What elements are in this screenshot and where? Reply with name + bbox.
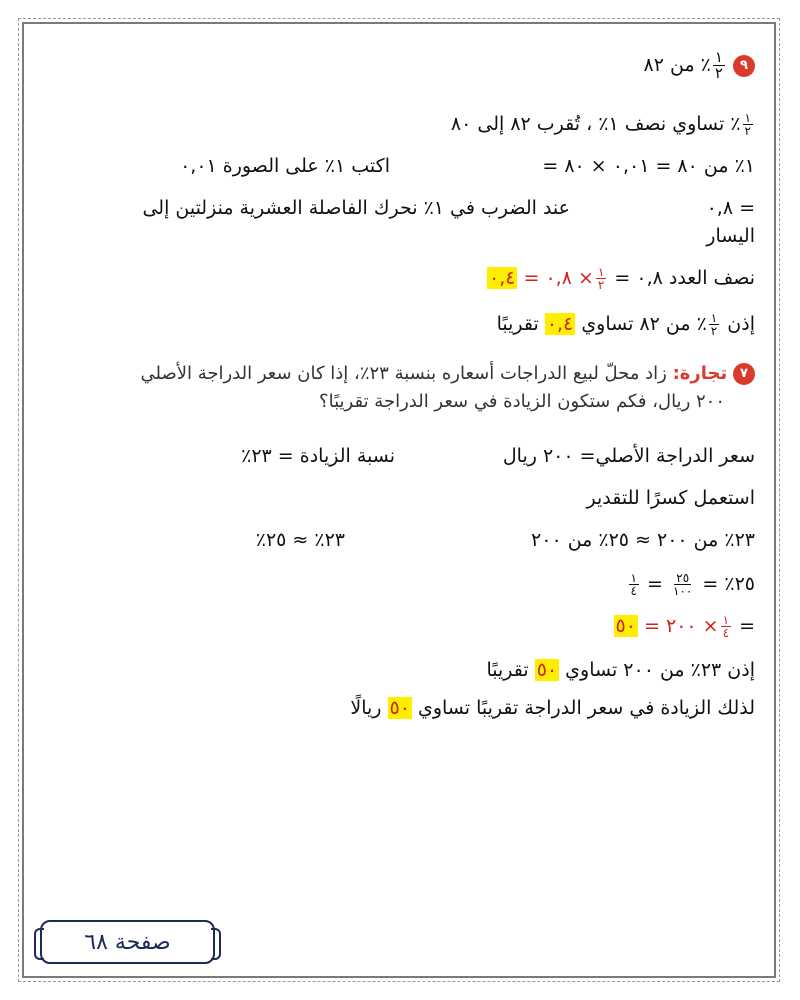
ex7-fraction-25: ٢٥٪ = $\frac{٢٥}{١٠٠}$ = $\frac{١}{٤}$ bbox=[630, 571, 755, 598]
fraction-1-4: $\frac{١}{٤}$ bbox=[630, 571, 637, 598]
ex7-approx: ٢٣٪ من ٢٠٠ ≈ ٢٥٪ من ٢٠٠ ٢٣٪ ≈ ٢٥٪ bbox=[255, 529, 755, 551]
half-fraction: $\frac{١}{٢}$ bbox=[597, 265, 605, 292]
highlighted-result: ٠,٤ bbox=[489, 267, 516, 289]
ex7-multiply: = $\frac{١}{٤}$ × ٢٠٠ = ٥٠ bbox=[615, 613, 755, 640]
exercise-7-badge: ٧ bbox=[733, 363, 755, 385]
half-fraction: $\frac{١}{٢}$ bbox=[714, 48, 723, 82]
exercise-7-question-cont: ٢٠٠ ريال، فكم ستكون الزيادة في سعر الدراجة تقريبًا؟ bbox=[319, 391, 725, 412]
half-fraction: $\frac{١}{٢}$ bbox=[744, 111, 751, 138]
highlighted-result: ٥٠ bbox=[615, 615, 636, 637]
ex9-line2: ١٪ من ٨٠ = ٠,٠١ × ٨٠ = اكتب ١٪ على الصورة ٠,٠١ bbox=[180, 155, 755, 177]
ex9-half-calc: نصف العدد ٠,٨ = $\frac{١}{٢}$ × ٠,٨ = ٠,٤ bbox=[489, 265, 755, 292]
ex9-line3: = ٠,٨ عند الضرب في ١٪ نحرك الفاصلة العشرية منزلتين إلى bbox=[142, 197, 755, 219]
highlighted-result: ٠,٤ bbox=[546, 313, 574, 335]
ex9-line3-cont: اليسار bbox=[706, 225, 755, 247]
ex7-conclusion-1: إذن ٢٣٪ من ٢٠٠ تساوي ٥٠ تقريبًا bbox=[486, 659, 755, 681]
ex7-given: سعر الدراجة الأصلي= ٢٠٠ ريال نسبة الزيادة = ٢٣٪ bbox=[241, 445, 755, 467]
ex9-conclusion: إذن $\frac{١}{٢}$ ٪ من ٨٢ تساوي ٠,٤ تقريبًا bbox=[496, 311, 755, 338]
fraction-25-100: $\frac{٢٥}{١٠٠}$ bbox=[673, 571, 693, 598]
exercise-7-keyword: تجارة: bbox=[672, 363, 728, 384]
fraction-1-4: $\frac{١}{٤}$ bbox=[722, 613, 730, 640]
exercise-9-badge: ٩ bbox=[733, 55, 755, 77]
exercise-9-question-text: من ٨٢ bbox=[643, 54, 695, 76]
page-number-label: صفحة ٦٨ bbox=[40, 920, 215, 964]
half-fraction: $\frac{١}{٢}$ bbox=[710, 311, 718, 338]
ex7-use-fraction: استعمل كسرًا للتقدير bbox=[586, 487, 755, 509]
ex7-conclusion-2: لذلك الزيادة في سعر الدراجة تقريبًا تساوي ٥٠ ريالًا bbox=[350, 697, 755, 719]
worksheet-content bbox=[40, 50, 755, 722]
highlighted-result: ٥٠ bbox=[389, 697, 410, 719]
ex9-line1: $\frac{١}{٢}$ ٪ تساوي نصف ١٪ ، تُقرب ٨٢ إلى ٨٠ bbox=[450, 111, 751, 138]
highlighted-result: ٥٠ bbox=[536, 659, 558, 681]
exercise-7-question: ٧ تجارة: زاد محلّ لبيع الدراجات أسعاره بنسبة ٢٣٪، إذا كان سعر الدراجة الأصلي bbox=[40, 360, 755, 388]
exercise-9-question: ٩ $\frac{١}{٢}$ ٪ من ٨٢ bbox=[40, 50, 755, 90]
